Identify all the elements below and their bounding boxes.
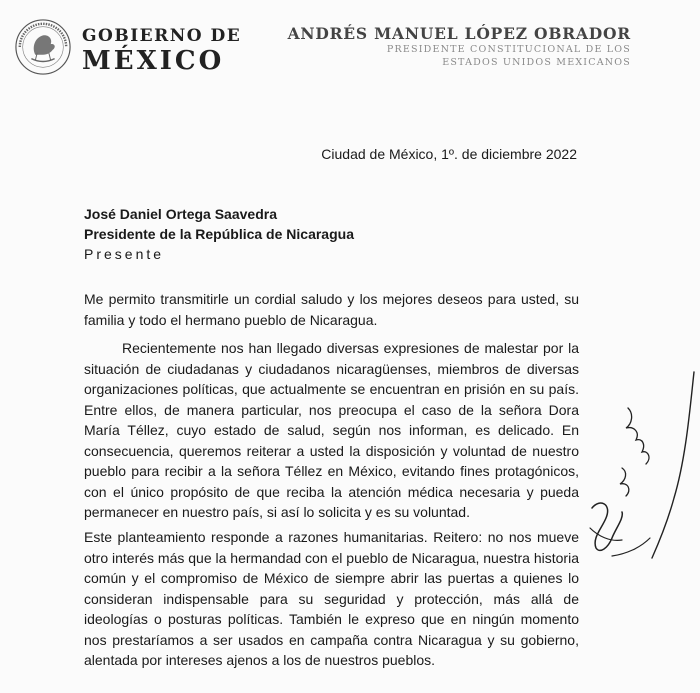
government-name-line1: GOBIERNO DE bbox=[82, 26, 242, 46]
addressee-block bbox=[84, 204, 354, 264]
president-title-line1: PRESIDENTE CONSTITUCIONAL DE LOS bbox=[386, 44, 631, 55]
president-title bbox=[387, 43, 631, 69]
addressee-presente: Presente bbox=[84, 246, 165, 262]
letter-paragraph-greeting: Me permito transmitirle un cordial saludo y los mejores deseos para usted, su familia y todo el hermano pueblo de Nicaragua. bbox=[84, 291, 579, 328]
letter-date: Ciudad de México, 1º. de diciembre 2022 bbox=[321, 146, 577, 162]
letter-paragraph-request: Recientemente nos han llegado diversas expresiones de malestar por la situación de ciudadanas y ciudadanos nicaragüenses, miembros de diversas organizaciones políticas, que actualmente se encuentran en prisión en su país. Entre ellos, de manera particular, nos preocupa el caso de la señora Dora María Téllez, cuyo estado de salud, según nos informan, es delicado. En consecuencia, queremos reiterar a usted la disposición y voluntad de nuestro pueblo para recibir a la señora Téllez en México, evitando fines protagónicos, con el único propósito de que reciba la atención médica necesaria y pueda permanecer en nuestro país, si así lo solicita y es su voluntad. bbox=[84, 340, 579, 520]
government-name-line2: MÉXICO bbox=[82, 46, 225, 76]
president-name: ANDRÉS MANUEL LÓPEZ OBRADOR bbox=[287, 24, 631, 43]
mexico-coat-of-arms-icon bbox=[14, 18, 72, 76]
handwritten-signature bbox=[582, 368, 700, 573]
addressee-title: Presidente de la República de Nicaragua bbox=[84, 226, 354, 242]
president-title-line2: ESTADOS UNIDOS MEXICANOS bbox=[442, 57, 631, 68]
letter-paragraph-humanitarian: Este planteamiento responde a razones humanitarias. Reitero: no nos mueve otro interés más que la hermandad con el pueblo de Nicaragua, nuestra historia común y el compromiso de México de siempre abrir las puertas a quienes lo consideran indispensable para su seguridad y protección, más allá de ideologías o posturas políticas. También le expreso que en ningún momento nos prestaríamos a ser usados en campaña contra Nicaragua y su gobierno, alentada por intereses ajenos a los de nuestros pueblos. bbox=[84, 529, 579, 668]
addressee-name: José Daniel Ortega Saavedra bbox=[84, 206, 277, 222]
